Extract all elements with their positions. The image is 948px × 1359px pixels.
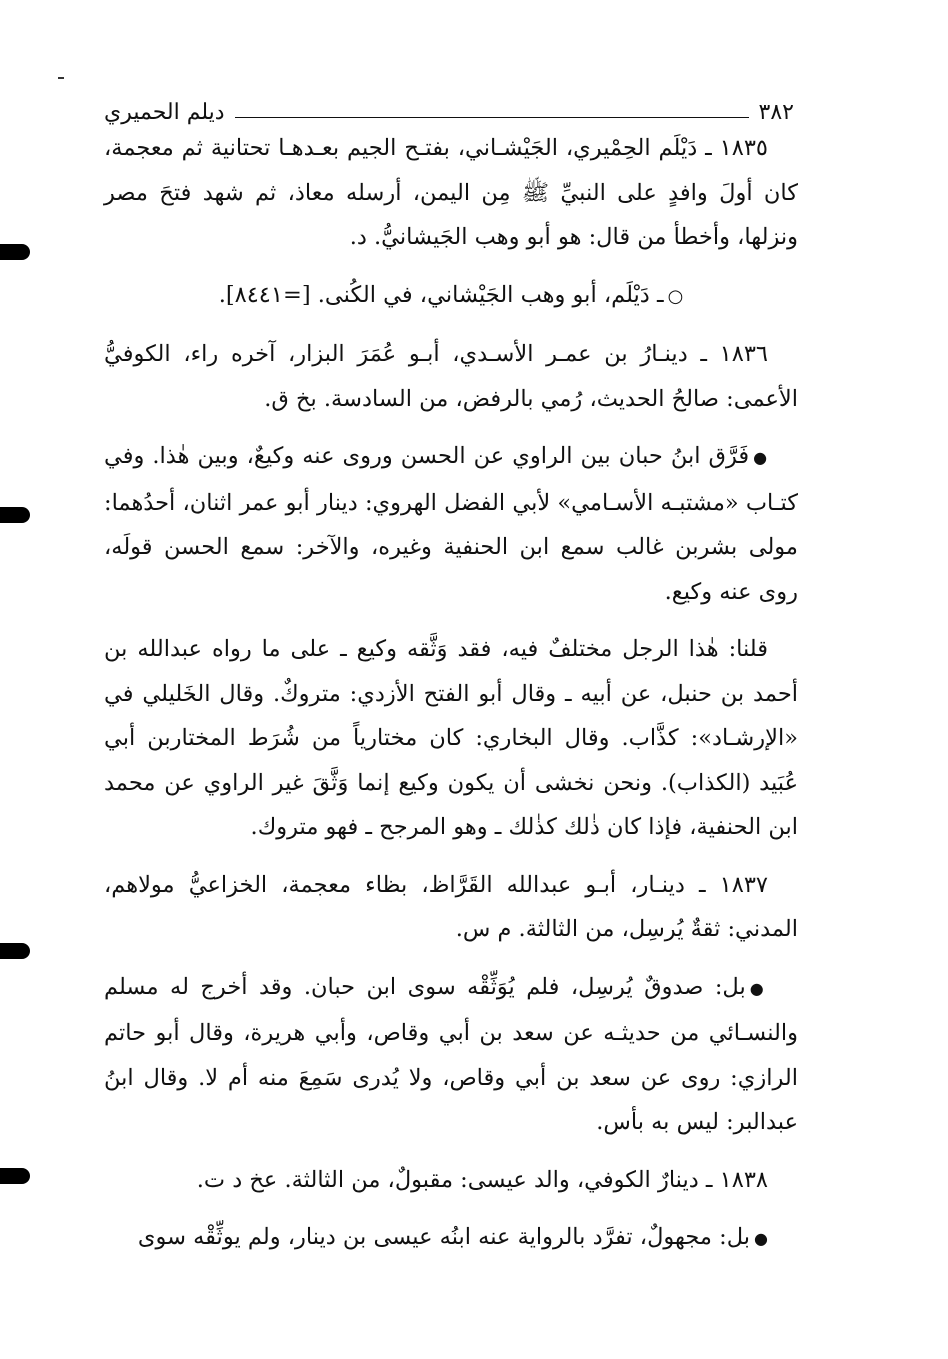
page-body	[104, 126, 798, 1275]
entry-1837	[104, 863, 798, 952]
note-text: بل: صدوقٌ يُرسِل، فلم يُوَثِّقْه سوى ابن حبان. وقد أخرج له مسلم والنسـائي من حديثـه عن سعد بن أبي وقاص، وأبي هريرة، وقال أبو حاتم الرازي: روى عن سعد بن أبي وقاص، ولا يُدرى سَمِعَ منه أم لا. وقال ابنُ عبدالبر: ليس به بأس.	[104, 973, 798, 1135]
entry-1836	[104, 332, 798, 421]
bullet-icon: ●	[754, 1229, 768, 1248]
entry-1835	[104, 126, 798, 260]
entry-text: ١٨٣٧ ـ دينـار، أبـو عبدالله القَرَّاظ، بظاء معجمة، الخزاعيُّ مولاهم، المدني: ثقةٌ يُرسِل، من الثالثة. م س.	[104, 871, 798, 942]
margin-binding-mark	[0, 943, 30, 959]
circle-icon: ○	[667, 285, 684, 307]
running-title: ديلم الحميري	[104, 100, 225, 125]
cross-reference-text: ـ دَيْلَم، أبو وهب الجَيْشاني، في الكُنى. [=٨٤٤١].	[218, 281, 664, 308]
entry-text: ١٨٣٨ ـ دينارٌ الكوفي، والد عيسى: مقبولٌ، من الثالثة. عخ د ت.	[196, 1166, 768, 1193]
note-text: فَرَّق ابنُ حبان بين الراوي عن الحسن وروى عنه وكيعٌ، وبين هٰذا. وفي كتـاب «مشتبـه الأسـامي» لأبي الفضل الهروي: دينار أبو عمر اثنان، أحدُهما: مولى بشربن غالب سمع ابن الحنفية وغيره، والآخر: سمع الحسن قولَه، روى عنه وكيع.	[104, 443, 798, 605]
note-1838	[104, 1215, 798, 1262]
corner-mark	[58, 77, 64, 79]
cross-reference	[104, 273, 798, 320]
header-rule	[235, 117, 749, 118]
running-header	[104, 84, 794, 124]
margin-binding-mark	[0, 1168, 30, 1184]
note-1837	[104, 965, 798, 1145]
entry-1838	[104, 1158, 798, 1203]
margin-binding-mark	[0, 507, 30, 523]
entry-text: ١٨٣٥ ـ دَيْلَم الحِمْيري، الجَيْشـاني، بفتـح الجيم بعـدهـا تحتانية ثم معجمة، كان أولَ وافدٍ على النبيِّ ﷺ مِن اليمن، أرسله معاذ، ثم شهد فتحَ مصر ونزلها، وأخطأ من قال: هو أبو وهب الجَيشانيُّ. د.	[104, 135, 798, 250]
note-1836-a	[104, 434, 798, 614]
entry-text: ١٨٣٦ ـ دينـارُ بن عمـر الأسـدي، أبـو عُمَرَ البزار، آخره راء، الكوفيُّ الأعمى: صالحُ الحديث، رُمي بالرفض، من السادسة. بخ ق.	[104, 341, 798, 412]
note-text: بل: مجهولٌ، تفرَّد بالرواية عنه ابنُه عيسى بن دينار، ولم يوثِّقْه سوى	[137, 1224, 751, 1250]
bullet-icon: ●	[753, 448, 768, 467]
margin-binding-mark	[0, 244, 30, 260]
bullet-icon: ●	[749, 978, 768, 998]
note-text: قلنا: هٰذا الرجل مختلفٌ فيه، فقد وَثَّقه وكيع ـ على ما رواه عبدالله بن أحمد بن حنبل، عن أبيه ـ وقال أبو الفتح الأزدي: متروكٌ. وقال الخَليلي في «الإرشـاد»: كذَّاب. وقال البخاري: كان مختارياً من شُرَط المختاربن أبي عُبَيد (الكذاب). ونحن نخشى أن يكون وكيع إنما وَثَّقَ غير الراوي عن محمد ابن الحنفية، فإذا كان ذٰلك كذٰلك ـ وهو المرجح ـ فهو متروك.	[104, 636, 798, 840]
note-1836-b	[104, 627, 798, 850]
page-number: ٣٨٢	[758, 100, 794, 125]
